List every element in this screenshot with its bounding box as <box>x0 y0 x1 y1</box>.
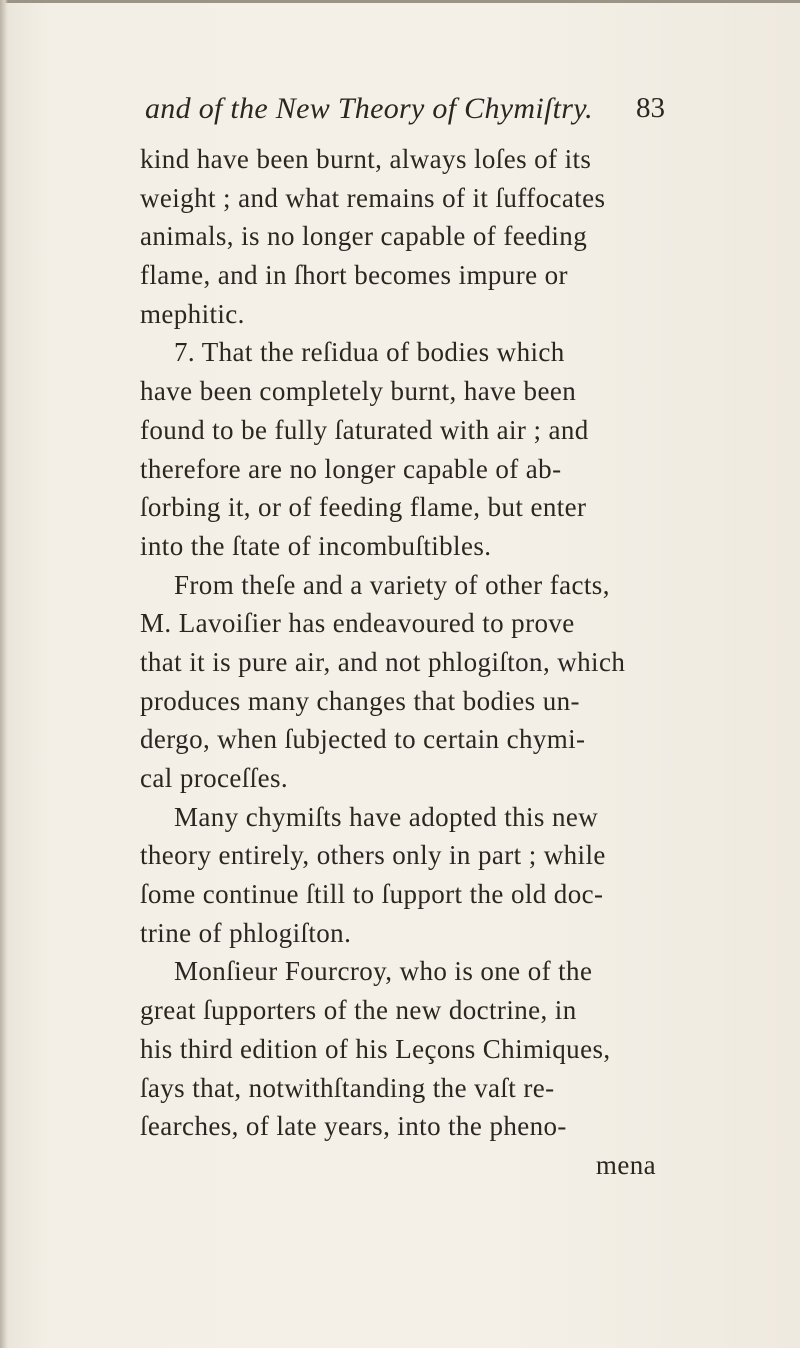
text-line: mephitic. <box>140 298 245 329</box>
body-text <box>140 140 680 1185</box>
text-line: produces many changes that bodies un- <box>140 685 580 716</box>
text-line: flame, and in ſhort becomes impure or <box>140 260 568 291</box>
text-line: therefore are no longer capable of ab- <box>140 453 562 484</box>
running-head: and of the New Theory of Chymiſtry. <box>145 92 593 125</box>
page-top-edge <box>0 0 800 3</box>
text-line: weight ; and what remains of it ſuffocates <box>140 182 606 213</box>
text-line: dergo, when ſubjected to certain chymi- <box>140 724 586 755</box>
text-line: have been completely burnt, have been <box>140 376 577 407</box>
text-line: trine of phlogiſton. <box>140 917 352 948</box>
text-line: ſays that, notwithſtanding the vaſt re- <box>140 1072 555 1103</box>
text-line: great ſupporters of the new doctrine, in <box>140 995 577 1026</box>
text-line: theory entirely, others only in part ; while <box>140 840 606 871</box>
text-line: found to be fully ſaturated with air ; and <box>140 414 589 445</box>
text-line: ſome continue ſtill to ſupport the old doc- <box>140 879 604 910</box>
text-line: ſorbing it, or of feeding flame, but enter <box>140 492 587 523</box>
page-number: 83 <box>636 92 665 124</box>
text-line: Monſieur Fourcroy, who is one of the <box>174 956 593 987</box>
text-line: his third edition of his Leçons Chimiques, <box>140 1033 611 1064</box>
catchword: mena <box>595 1149 656 1180</box>
text-line: M. Lavoiſier has endeavoured to prove <box>140 608 575 639</box>
text-line: animals, is no longer capable of feeding <box>140 221 588 252</box>
text-line: cal proceſſes. <box>140 763 289 793</box>
text-line: into the ſtate of incombuſtibles. <box>140 530 492 561</box>
binding-edge <box>0 0 8 1348</box>
text-line: that it is pure air, and not phlogiſton, which <box>140 646 626 677</box>
text-line: Many chymiſts have adopted this new <box>174 801 599 832</box>
text-line: 7. That the reſidua of bodies which <box>174 337 565 368</box>
text-line: From theſe and a variety of other facts, <box>174 569 610 600</box>
text-line: ſearches, of late years, into the pheno- <box>140 1111 567 1142</box>
text-line: kind have been burnt, always loſes of its <box>140 144 592 174</box>
page-header <box>145 92 665 132</box>
